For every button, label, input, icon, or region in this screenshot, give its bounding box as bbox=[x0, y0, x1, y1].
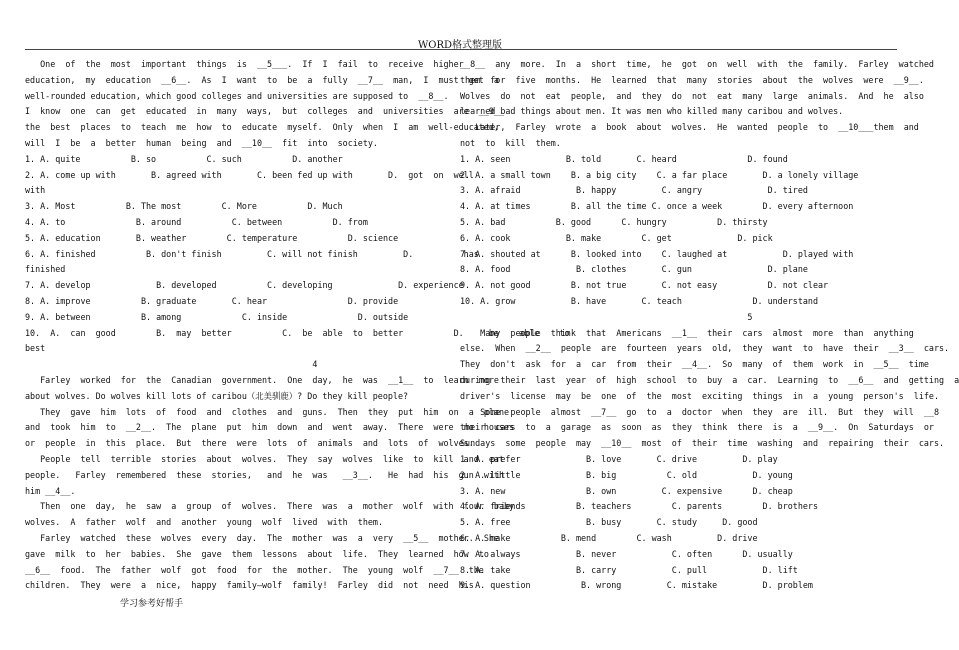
right-text-line: 8. A. take B. carry C. pull D. lift bbox=[460, 564, 798, 575]
right-column bbox=[460, 57, 959, 594]
left-text-line: Farley watched these wolves every day. The mother was a very __5__ mother. She bbox=[25, 532, 499, 543]
left-text-line: well-rounded education, which good colleges and universities are supposed to __8__. bbox=[25, 90, 449, 101]
left-text-line: 8. A. improve B. graduate C. hear D. provide bbox=[25, 295, 399, 306]
right-text-line: 5 bbox=[460, 311, 753, 322]
right-text-line: 9. A. not good B. not true C. not easy D. not clear bbox=[460, 280, 829, 291]
right-text-line: 6. A. cook B. make C. get D. pick bbox=[460, 232, 773, 243]
left-text-line: 2. A. come up with B. agreed with C. been fed up with D. got on well bbox=[25, 169, 474, 180]
left-text-line: They gave him lots of food and clothes and guns. Then they put him on a plane bbox=[25, 406, 510, 417]
left-text-line: 5. A. education B. weather C. temperature D. science bbox=[25, 232, 399, 243]
left-text-line: 1. A. quite B. so C. such D. another bbox=[25, 153, 343, 164]
left-text-line: children. They were a nice, happy family—wolf family! Farley did not need his bbox=[25, 580, 474, 591]
left-text-line: 3. A. Most B. The most C. More D. Much bbox=[25, 201, 343, 212]
left-text-line: with bbox=[25, 185, 46, 196]
left-text-line: or people in this place. But there were lots of animals and lots of wolves. bbox=[25, 438, 474, 449]
left-text-line: education, my education __6__. As I want to be a fully __7__ man, I must get a bbox=[25, 74, 499, 85]
left-text-line: 9. A. between B. among C. inside D. outside bbox=[25, 311, 409, 322]
right-text-line: 2. A. little B. big C. old D. young bbox=[460, 469, 793, 480]
right-text-line: Later, Farley wrote a book about wolves. He wanted people to __10___them and bbox=[460, 122, 919, 133]
right-text-line: Sundays some people may __10__ most of their time washing and repairing their cars. bbox=[460, 438, 945, 449]
left-text-line: 7. A. develop B. developed C. developing D. experience bbox=[25, 280, 464, 291]
right-text-line: their cars to a garage as soon as they think there is a __9__. On Saturdays or bbox=[460, 422, 934, 433]
left-text-line: about wolves. Do wolves kill lots of caribou（北美驯鹿）? Do they kill people? bbox=[25, 390, 409, 401]
left-text-line: and took him to __2__. The plane put him down and went away. There were no houses bbox=[25, 422, 515, 433]
right-text-line: 7. A. shouted at B. looked into C. laughed at D. played with bbox=[460, 248, 854, 259]
right-text-line: 10. A. grow B. have C. teach D. understand bbox=[460, 295, 818, 306]
right-text-line: 3. A. afraid B. happy C. angry D. tired bbox=[460, 185, 808, 196]
left-text-line: him __4__. bbox=[25, 485, 76, 496]
left-text-line: I know one can get educated in many ways, but colleges and universities are __9__ bbox=[25, 106, 505, 117]
right-text-line: during their last year of high school to buy a car. Learning to __6__ and getting a bbox=[460, 374, 959, 385]
right-text-line: 2. A. a small town B. a big city C. a far place D. a lonely village bbox=[460, 169, 859, 180]
left-text-line: One of the most important things is __5___. If I fail to receive higher bbox=[25, 59, 464, 69]
right-text-line: else. When __2__ people are fourteen years old, they want to have their __3__ cars. bbox=[460, 343, 950, 354]
left-text-line: Then one day, he saw a group of wolves. There was a mother wolf with four baby bbox=[25, 501, 515, 512]
header-rule bbox=[25, 49, 897, 50]
page-header: WORD格式整理版 bbox=[417, 40, 503, 51]
left-text-line: 4 bbox=[25, 359, 318, 370]
left-text-line: 4. A. to B. around C. between D. from bbox=[25, 216, 368, 227]
right-text-line: Many people think that Americans __1__ their cars almost more than anything bbox=[460, 327, 914, 338]
right-text-line: 9. A. question B. wrong C. mistake D. problem bbox=[460, 580, 813, 591]
left-text-line: wolves. A father wolf and another young wolf lived with them. bbox=[25, 517, 383, 528]
right-text-line: 6. A. make B. mend C. wash D. drive bbox=[460, 532, 758, 543]
page-footer: 学习参考好帮手 bbox=[120, 599, 184, 609]
right-text-line: They don't ask for a car from their __4__. So many of them work in __5__ time bbox=[460, 359, 929, 370]
right-text-line: them for five months. He learned that many stories about the wolves were __9__. bbox=[460, 74, 924, 85]
right-text-line: learned bad things about men. It was men who killed many caribou and wolves. bbox=[460, 106, 844, 117]
left-text-line: best bbox=[25, 343, 46, 354]
left-text-line: will I be a better human being and __10__ fit into society. bbox=[25, 137, 378, 148]
right-text-line: not to kill them. bbox=[460, 137, 561, 148]
left-text-line: people. Farley remembered these stories, and he was __3__. He had his gun with bbox=[25, 469, 505, 480]
right-text-line: Wolves do not eat people, and they do not eat many large animals. And he also bbox=[460, 90, 924, 101]
right-text-line: 1. A. prefer B. love C. drive D. play bbox=[460, 453, 778, 464]
left-text-line: People tell terrible stories about wolves. They say wolves like to kill and eat bbox=[25, 453, 505, 464]
right-text-line: 7. A. always B. never C. often D. usually bbox=[460, 548, 793, 559]
right-text-line: 4. A. at times B. all the time C. once a week D. every afternoon bbox=[460, 201, 854, 212]
left-text-line: the best places to teach me how to educate myself. Only when I am well-educated, bbox=[25, 122, 499, 133]
left-text-line: __6__ food. The father wolf got food for the mother. The young wolf __7__ the bbox=[25, 564, 484, 575]
right-text-line: Some people almost __7__ go to a doctor when they are ill. But they will __8 bbox=[460, 406, 940, 417]
left-text-line: gave milk to her babies. She gave them lessons about life. They learned how to bbox=[25, 548, 489, 559]
right-text-line: 4. A. friends B. teachers C. parents D. brothers bbox=[460, 501, 818, 512]
right-text-line: __8__ any more. In a short time, he got on well with the family. Farley watched bbox=[460, 59, 934, 69]
right-text-line: driver's license may be one of the most exciting things in a young person's life. bbox=[460, 390, 940, 401]
left-text-line: Farley worked for the Canadian government. One day, he was __1__ to learn more bbox=[25, 374, 499, 385]
right-text-line: 8. A. food B. clothes C. gun D. plane bbox=[460, 264, 808, 275]
left-text-line: 6. A. finished B. don't finish C. will not finish D. has bbox=[25, 248, 479, 259]
left-text-line: finished bbox=[25, 264, 66, 275]
right-text-line: 1. A. seen B. told C. heard D. found bbox=[460, 153, 788, 164]
right-text-line: 5. A. bad B. good C. hungry D. thirsty bbox=[460, 216, 768, 227]
right-text-line: 5. A. free B. busy C. study D. good bbox=[460, 517, 758, 528]
left-text-line: 10. A. can good B. may better C. be able to better D. be able to bbox=[25, 327, 570, 338]
right-text-line: 3. A. new B. own C. expensive D. cheap bbox=[460, 485, 793, 496]
